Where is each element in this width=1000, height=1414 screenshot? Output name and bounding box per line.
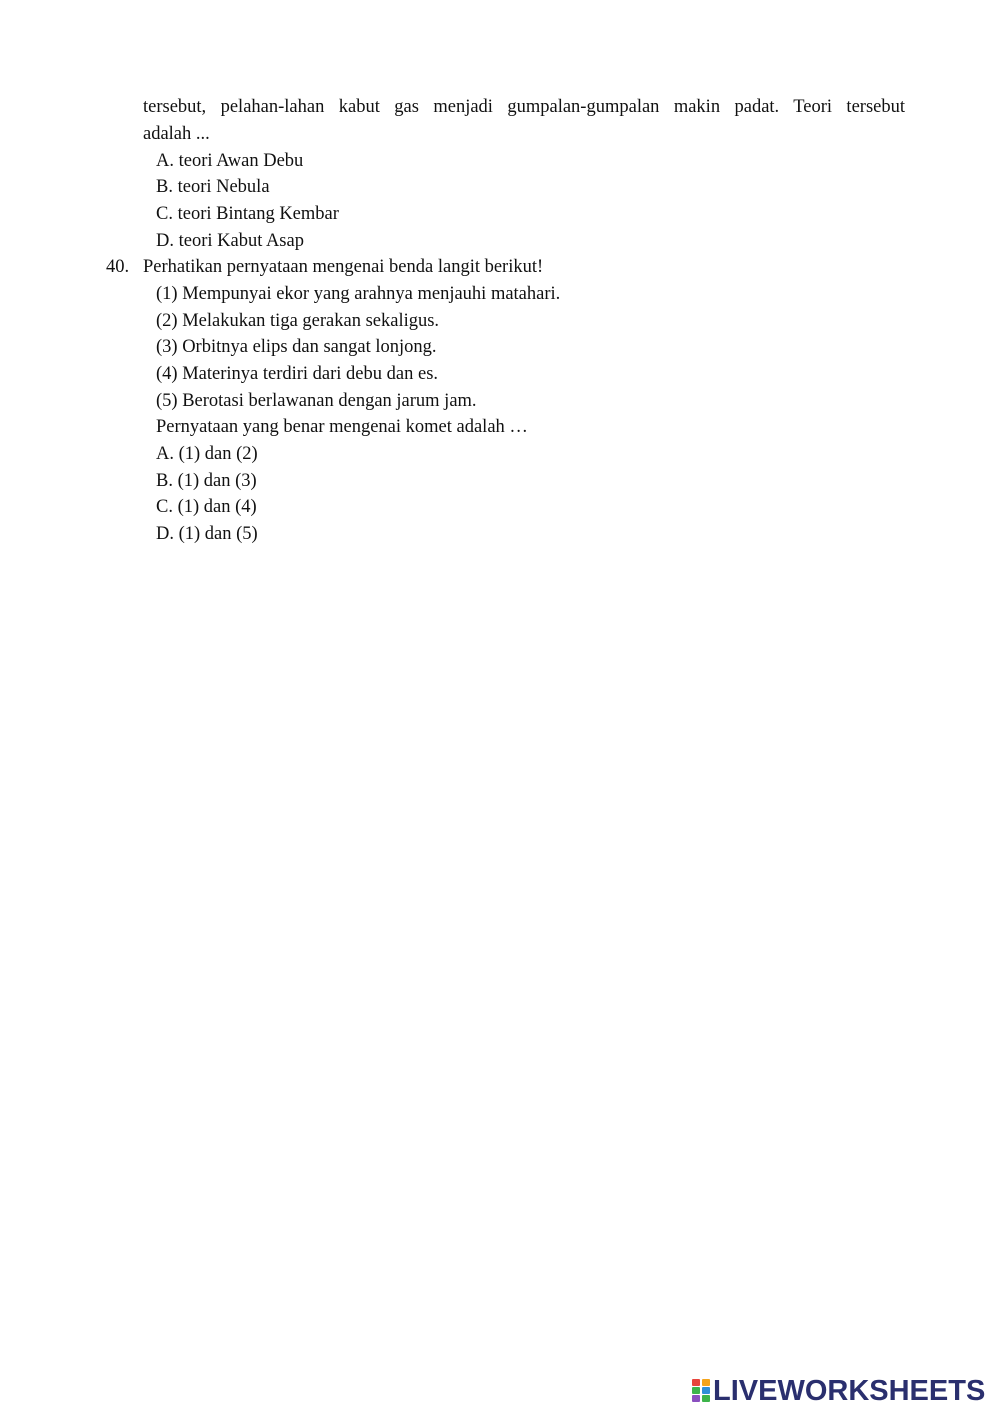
logo-square-6 — [702, 1395, 710, 1402]
q40-option-c: C. (1) dan (4) — [156, 497, 257, 517]
q39-option-a: A. teori Awan Debu — [156, 151, 304, 171]
q40-option-d: D. (1) dan (5) — [156, 524, 258, 544]
q39-option-b: B. teori Nebula — [156, 177, 270, 197]
q40-statement-5: (5) Berotasi berlawanan dengan jarum jam. — [156, 391, 477, 411]
q40-option-a: A. (1) dan (2) — [156, 444, 258, 464]
logo-grid-icon — [692, 1379, 710, 1403]
q40-question: Pernyataan yang benar mengenai komet adalah … — [156, 417, 528, 437]
q40-option-b: B. (1) dan (3) — [156, 471, 257, 491]
q40-statement-2: (2) Melakukan tiga gerakan sekaligus. — [156, 311, 440, 331]
logo-square-2 — [702, 1379, 710, 1386]
logo-square-4 — [702, 1387, 710, 1394]
q39-continuation-line1: tersebut, pelahan-lahan kabut gas menjadi gumpalan-gumpalan makin padat. Teori tersebut — [143, 97, 905, 117]
q40-statement-1: (1) Mempunyai ekor yang arahnya menjauhi matahari. — [156, 284, 561, 304]
q40-statement-3: (3) Orbitnya elips dan sangat lonjong. — [156, 337, 437, 357]
q39-option-d: D. teori Kabut Asap — [156, 231, 304, 251]
logo-square-3 — [692, 1387, 700, 1394]
q39-option-c: C. teori Bintang Kembar — [156, 204, 339, 224]
liveworksheets-logo — [692, 1374, 986, 1407]
q40-statement-4: (4) Materinya terdiri dari debu dan es. — [156, 364, 439, 384]
logo-square-5 — [692, 1395, 700, 1402]
q40-number: 40. — [106, 257, 130, 277]
q40-prompt: Perhatikan pernyataan mengenai benda langit berikut! — [143, 257, 544, 277]
q39-continuation-line2: adalah ... — [143, 124, 210, 144]
logo-square-1 — [692, 1379, 700, 1386]
logo-text: LIVEWORKSHEETS — [713, 1374, 986, 1407]
